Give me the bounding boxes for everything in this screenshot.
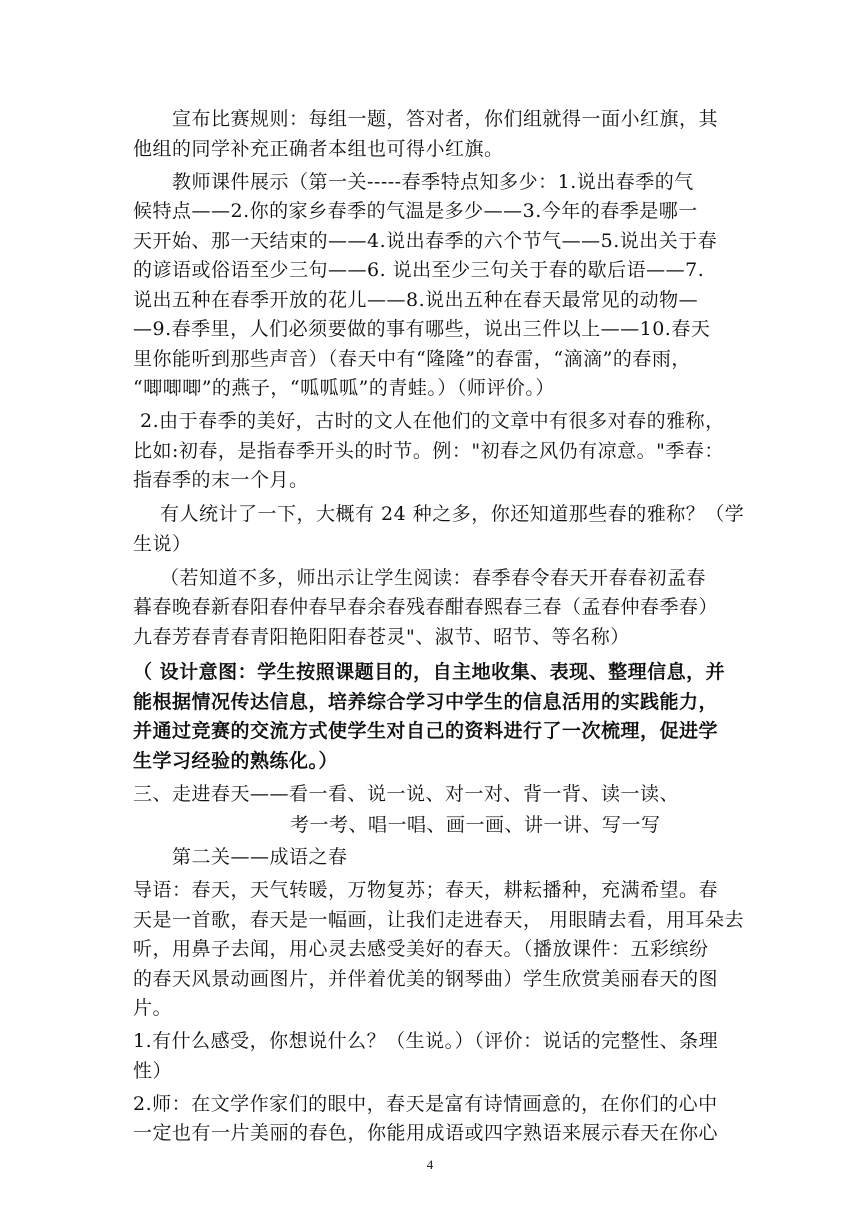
text-line: 听，用鼻子去闻，用心灵去感受美好的春天。（播放课件：五彩缤纷 [133, 938, 709, 960]
section-heading-continued: 考一考、唱一唱、画一画、讲一讲、写一写 [290, 814, 661, 836]
text-line: 有人统计了一下，大概有 24 种之多，你还知道那些春的雅称？（学 [160, 503, 745, 525]
design-intent-line: （ 设计意图：学生按照课题目的，自主地收集、表现、整理信息，并 [133, 661, 726, 683]
text-line: 候特点——2.你的家乡春季的气温是多少——3.今年的春季是哪一 [133, 200, 698, 222]
text-line: 生说） [133, 533, 192, 555]
text-line: 一定也有一片美丽的春色，你能用成语或四字熟语来展示春天在你心 [133, 1122, 719, 1144]
text-line: 天是一首歌，春天是一幅画，让我们走进春天， 用眼睛去看，用耳朵去 [133, 909, 745, 931]
text-line: —9.春季里，人们必须要做的事有哪些，说出三件以上——10.春天 [133, 318, 711, 340]
text-line: 他组的同学补充正确者本组也可得小红旗。 [133, 138, 504, 160]
text-line: 2.师：在文学作家们的眼中，春天是富有诗情画意的，在你们的心中 [133, 1093, 718, 1115]
text-line: 2.由于春季的美好，古时的文人在他们的文章中有很多对春的雅称， [140, 410, 725, 432]
text-line: 1.有什么感受，你想说什么？（生说。）（评价：说话的完整性、条理 [133, 1030, 719, 1052]
text-line: “唧唧唧”的燕子，“呱呱呱”的青蛙。）（师评价。） [133, 377, 555, 399]
text-line: 的春天风景动画图片，并伴着优美的钢琴曲）学生欣赏美丽春天的图 [133, 968, 719, 990]
design-intent-line: 生学习经验的熟练化。） [133, 750, 339, 772]
subsection-heading: 第二关——成语之春 [172, 846, 348, 868]
text-line: 指春季的末一个月。 [133, 469, 309, 491]
text-line: 教师课件展示（第一关-----春季特点知多少：1.说出春季的气 [172, 171, 694, 193]
text-line: 九春芳春青春青阳艳阳阳春苍灵"、淑节、昭节、等名称） [133, 626, 630, 648]
design-intent-line: 能根据情况传达信息，培养综合学习中学生的信息活用的实践能力， [133, 691, 719, 713]
text-line: 宣布比赛规则：每组一题，答对者，你们组就得一面小红旗，其 [172, 108, 719, 130]
page-number: 4 [426, 1157, 434, 1172]
text-line: 性） [133, 1060, 173, 1082]
design-intent-line: 并通过竞赛的交流方式使学生对自己的资料进行了一次梳理，促进学 [133, 720, 719, 742]
text-line: （若知道不多，师出示让学生阅读：春季春令春天开春春初孟春 [160, 567, 707, 589]
text-line: 里你能听到那些声音）（春天中有“隆隆”的春雷，“滴滴”的春雨， [133, 348, 691, 370]
text-line: 天开始、那一天结束的——4.说出春季的六个节气——5.说出关于春 [133, 230, 718, 252]
text-line: 暮春晚春新春阳春仲春早春余春残春酣春熙春三春（孟春仲春季春） [133, 596, 719, 618]
section-heading: 三、走进春天——看一看、说一说、对一对、背一背、读一读、 [133, 783, 680, 805]
text-line: 的谚语或俗语至少三句——6. 说出至少三句关于春的歇后语——7. [133, 259, 705, 281]
text-line: 导语：春天，天气转暖，万物复苏；春天，耕耘播种，充满希望。春 [133, 879, 719, 901]
text-line: 说出五种在春季开放的花儿——8.说出五种在春天最常见的动物— [133, 289, 699, 311]
text-line: 片。 [133, 997, 173, 1019]
text-line: 比如:初春，是指春季开头的时节。例："初春之风仍有凉意。"季春： [133, 440, 724, 462]
